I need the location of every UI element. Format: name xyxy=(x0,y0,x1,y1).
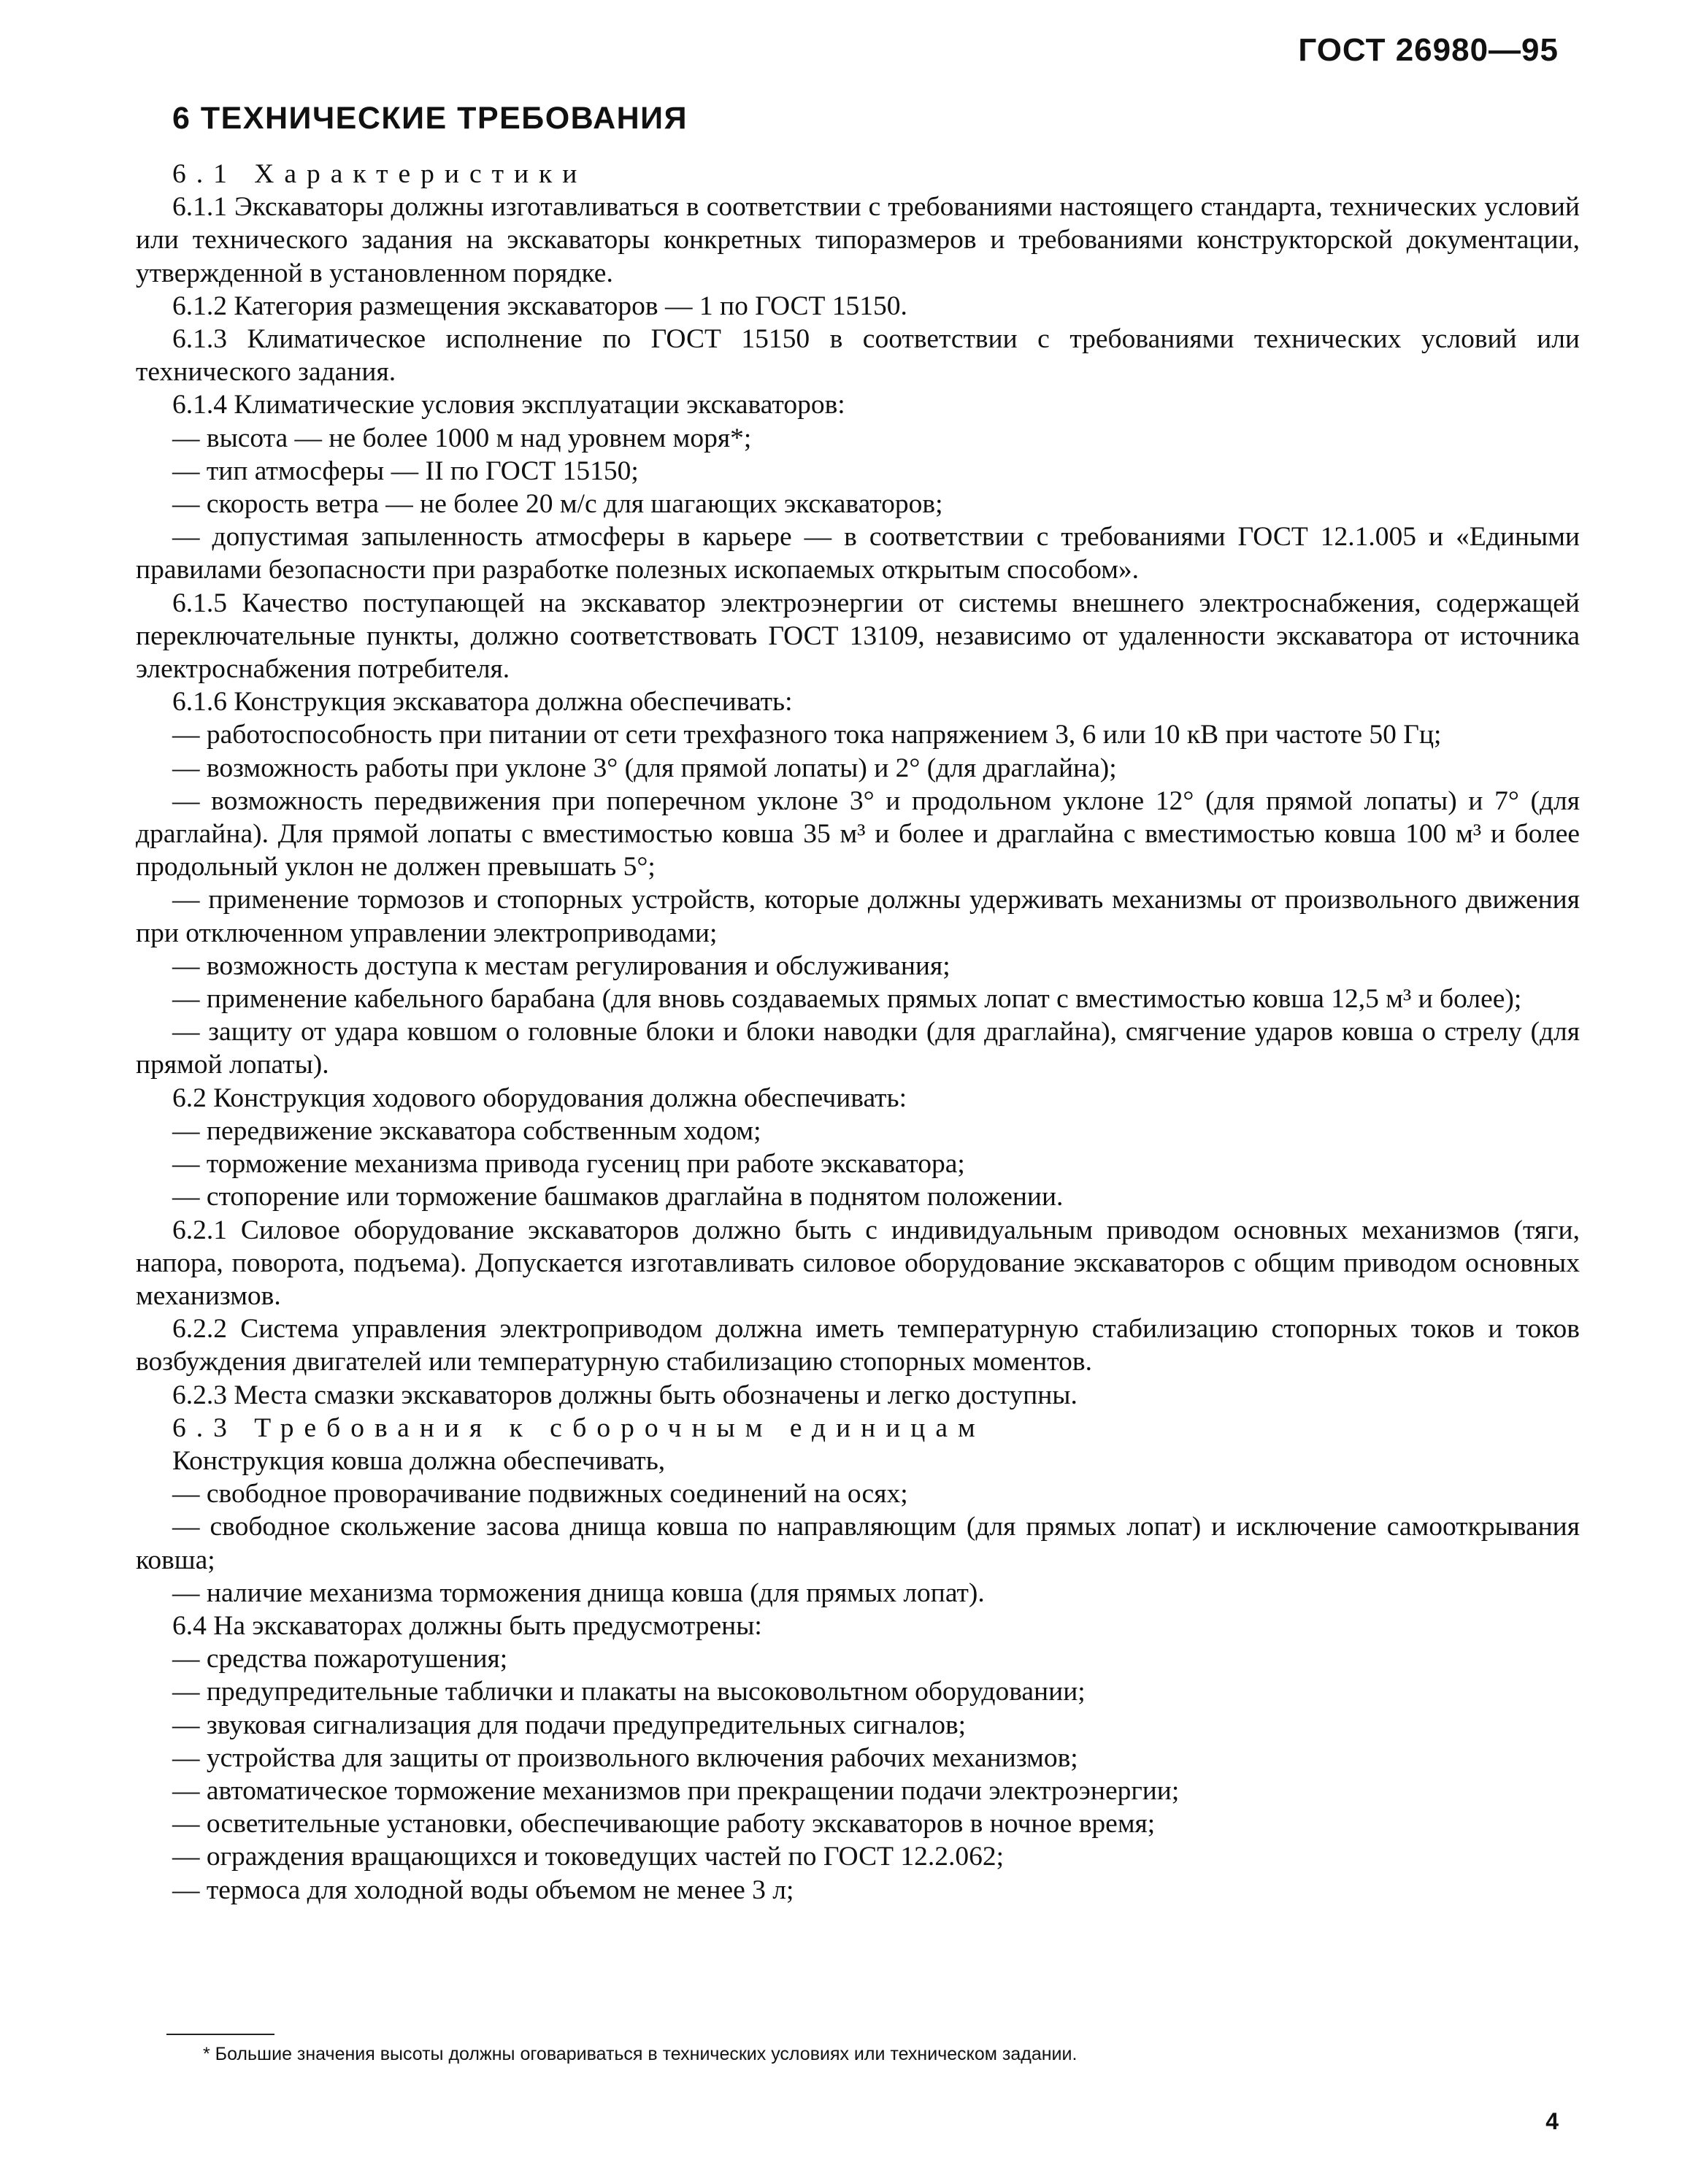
list-item: — ограждения вращающихся и токоведущих частей по ГОСТ 12.2.062; xyxy=(172,1842,1005,1872)
footnote-divider xyxy=(166,2034,274,2035)
list-item: — возможность передвижения при поперечном уклоне 3° и продольном уклоне 12° (для прямой лопаты) и 7° (для драглайна). Для прямой лопаты с вместимостью ковша 35 м³ и более и драглайна с вместимостью ковша 100 м³ и более продольный уклон не должен превышать 5°; xyxy=(136,785,1580,883)
list-item: — защиту от удара ковшом о головные блоки и блоки наводки (для драглайна), смягчение ударов ковша о стрелу (для прямой лопаты). xyxy=(136,1017,1580,1080)
list-item: — автоматическое торможение механизмов при прекращении подачи электроэнергии; xyxy=(172,1775,1180,1806)
list-item: — средства пожаротушения; xyxy=(172,1644,508,1674)
list-item: — предупредительные таблички и плакаты на высоковольтном оборудовании; xyxy=(172,1677,1086,1707)
list-item: — высота — не более 1000 м над уровнем моря*; xyxy=(172,423,752,453)
list-item: — передвижение экскаватора собственным ходом; xyxy=(172,1115,761,1146)
list-item: — стопорение или торможение башмаков драглайна в поднятом положении. xyxy=(172,1182,1064,1212)
standard-code: ГОСТ 26980—95 xyxy=(1298,32,1559,68)
list-item: — свободное проворачивание подвижных соединений на осях; xyxy=(172,1479,908,1510)
paragraph: 6.4 На экскаваторах должны быть предусмотрены: xyxy=(172,1610,762,1641)
list-item: — осветительные установки, обеспечивающие работу экскаваторов в ночное время; xyxy=(172,1809,1156,1839)
paragraph: 6.1.2 Категория размещения экскаваторов — 1 по ГОСТ 15150. xyxy=(172,291,907,321)
list-item: — применение тормозов и стопорных устройств, которые должны удерживать механизмы от произвольного движения при отключенном управлении электроприводами; xyxy=(136,885,1580,948)
paragraph: 6.2.3 Места смазки экскаваторов должны быть обозначены и легко доступны. xyxy=(172,1380,1078,1410)
list-item: — свободное скольжение засова днища ковша по направляющим (для прямых лопат) и исключение самооткрывания ковша; xyxy=(136,1512,1580,1575)
paragraph: 6.2.1 Силовое оборудование экскаваторов должно быть с индивидуальным приводом основных механизмов (тяги, напора, поворота, подъема). Допускается изготавливать силовое оборудование экскаваторов с общим приводом основных механизмов. xyxy=(136,1215,1580,1311)
paragraph: 6.1.1 Экскаваторы должны изготавливаться в соответствии с требованиями настоящего стандарта, технических условий или технического задания на экскаваторы конкретных типоразмеров и требованиями конструкторской документации, утвержденной в установленном порядке. xyxy=(136,192,1580,288)
list-item: — наличие механизма торможения днища ковша (для прямых лопат). xyxy=(172,1577,985,1608)
list-item: — допустимая запыленность атмосферы в карьере — в соответствии с требованиями ГОСТ 12.1.005 и «Едиными правилами безопасности при разработке полезных ископаемых открытым способом». xyxy=(136,522,1580,585)
footnote: * Большие значения высоты должны оговариваться в технических условиях или техническом задании. xyxy=(203,2044,1078,2064)
list-item: — работоспособность при питании от сети трехфазного тока напряжением 3, 6 или 10 кВ при частоте 50 Гц; xyxy=(172,720,1442,750)
paragraph: 6.1.3 Климатическое исполнение по ГОСТ 15150 в соответствии с требованиями технических условий или технического задания. xyxy=(136,324,1580,388)
document-body xyxy=(136,158,1580,1907)
paragraph: Конструкция ковша должна обеспечивать, xyxy=(172,1445,666,1476)
paragraph: 6.1.6 Конструкция экскаватора должна обеспечивать: xyxy=(172,687,793,718)
paragraph: 6.1.5 Качество поступающей на экскаватор электроэнергии от системы внешнего электроснабжения, содержащей переключательные пункты, должно соответствовать ГОСТ 13109, независимо от удаленности экскаватора от источника электроснабжения потребителя. xyxy=(136,588,1580,685)
paragraph: 6.1.4 Климатические условия эксплуатации экскаваторов: xyxy=(172,390,845,420)
list-item: — возможность доступа к местам регулирования и обслуживания; xyxy=(172,950,950,981)
list-item: — термоса для холодной воды объемом не менее 3 л; xyxy=(172,1875,794,1905)
list-item: — устройства для защиты от произвольного включения рабочих механизмов; xyxy=(172,1742,1078,1773)
list-item: — торможение механизма привода гусениц при работе экскаватора; xyxy=(172,1149,965,1180)
list-item: — возможность работы при уклоне 3° (для прямой лопаты) и 2° (для драглайна); xyxy=(172,753,1117,783)
list-item: — звуковая сигнализация для подачи предупредительных сигналов; xyxy=(172,1710,967,1740)
paragraph: 6.2 Конструкция ходового оборудования должна обеспечивать: xyxy=(172,1083,907,1113)
list-item: — применение кабельного барабана (для вновь создаваемых прямых лопат с вместимостью ковша 12,5 м³ и более); xyxy=(172,984,1522,1015)
subsection-heading: 6.1 Характеристики xyxy=(172,159,588,189)
paragraph: 6.2.2 Система управления электроприводом должна иметь температурную стабилизацию стопорных токов и токов возбуждения двигателей или температурную стабилизацию стопорных моментов. xyxy=(136,1314,1580,1377)
subsection-heading: 6.3 Требования к сборочным единицам xyxy=(172,1412,986,1443)
list-item: — скорость ветра — не более 20 м/с для шагающих экскаваторов; xyxy=(172,489,943,520)
list-item: — тип атмосферы — II по ГОСТ 15150; xyxy=(172,455,639,486)
section-title: 6 ТЕХНИЧЕСКИЕ ТРЕБОВАНИЯ xyxy=(172,101,688,136)
page-number: 4 xyxy=(1545,2108,1559,2134)
